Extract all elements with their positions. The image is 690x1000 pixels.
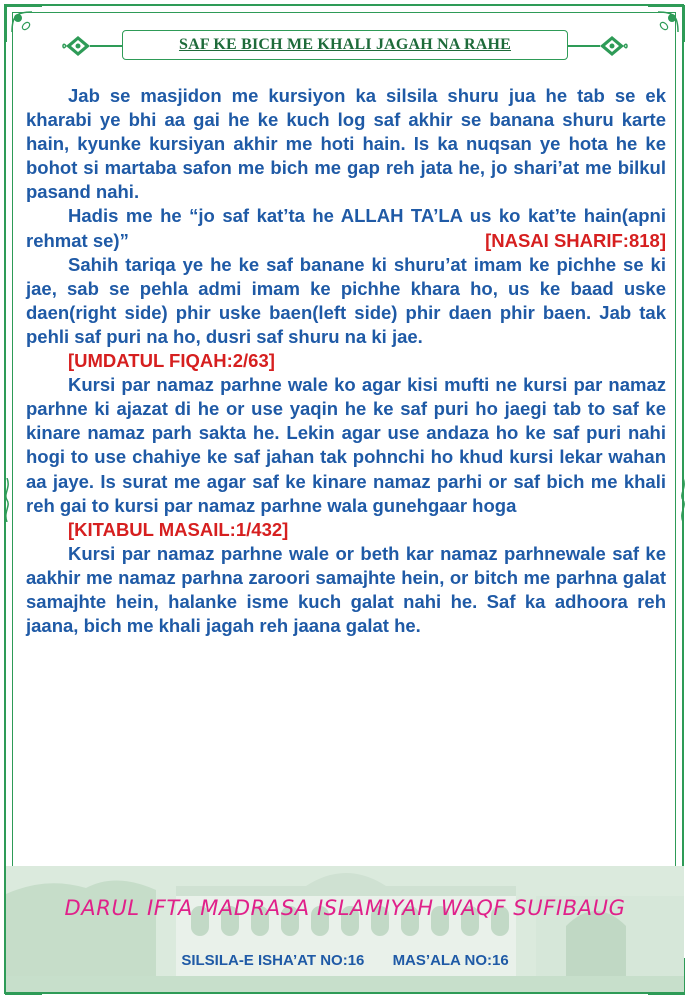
- article-body: [26, 84, 666, 638]
- paragraph-intro: Jab se masjidon me kursiyon ka silsila shuru jua he tab se ek kharabi ye bhi aa gai he ke kuch log saf akhir se banana shuru karte hain, kyunke kursiyan akhir me hoti hain. Is ka nuqsan ye hota he ke bohot si martaba safon me bich me gap reh jata he, jo shari’at me bilkul pasand nahi.: [26, 85, 666, 203]
- mosque-building-image: [6, 866, 684, 992]
- title-box: [122, 30, 568, 60]
- side-ornament-icon: [678, 478, 688, 522]
- title-banner: [60, 28, 630, 64]
- corner-ornament-icon: [644, 2, 688, 46]
- flourish-icon: [60, 32, 106, 60]
- paragraph-hadis: [26, 204, 666, 252]
- reference-nasai: [NASAI SHARIF:818]: [485, 229, 666, 251]
- reference-umdatul: [UMDATUL FIQAH:2/63]: [68, 350, 275, 372]
- paragraph-tariqa: Sahih tariqa ye he ke saf banane ki shuru’at imam ke pichhe se ki jae, sab se pehla admi imam ke pichhe khara ho, us ke baad uske daen(right side) phir uske baen(left side) phir daen phir baen. Jab tak pehli saf puri na ho, dusri saf shuru na ki jae.: [26, 253, 666, 347]
- side-ornament-icon: [2, 478, 12, 522]
- issue-numbers: [6, 952, 684, 969]
- flourish-icon: [584, 32, 630, 60]
- hadis-text: Hadis me he “jo saf kat’ta he ALLAH TA’LA us ko kat’te hain(apni rehmat se)”: [26, 205, 666, 251]
- paragraph-kursi: Kursi par namaz parhne wale ko agar kisi mufti ne kursi par namaz parhne ki ajazat di he or use yaqin he ke saf puri ho jaegi tab to saf ke kinare namaz parh sakta he. Lekin agar use andaza ho ke saf puri nahi hogi to use chahiye ke saf jahan tak pohnchi ho khud kursi lekar wahan aa jaye. Is surat me agar saf ke kinare namaz parhi or saf bich me khali reh gai to kursi par namaz parhne wala gunehgaar hoga: [26, 374, 666, 516]
- footer-banner: [6, 866, 684, 992]
- paragraph-conclusion: Kursi par namaz parhne wale or beth kar namaz parhnewale saf ke aakhir me namaz parhna zaroori samajhte hein, or bitch me parhna galat samajhte hein, halanke isme kuch galat nahi he. Saf ka adhoora reh jaana, bich me khali jagah reh jaana galat he.: [26, 542, 666, 637]
- silsila-number: SILSILA-E ISHA’AT NO:16: [181, 952, 365, 969]
- title-rule: [106, 45, 122, 47]
- masala-number: MAS’ALA NO:16: [392, 952, 509, 969]
- reference-kitabul: [KITABUL MASAIL:1/432]: [68, 518, 289, 540]
- institute-name: DARUL IFTA MADRASA ISLAMIYAH WAQF SUFIBAUG: [64, 896, 626, 920]
- title-rule: [568, 45, 584, 47]
- page-title: SAF KE BICH ME KHALI JAGAH NA RAHE: [178, 36, 512, 53]
- corner-ornament-icon: [2, 2, 46, 46]
